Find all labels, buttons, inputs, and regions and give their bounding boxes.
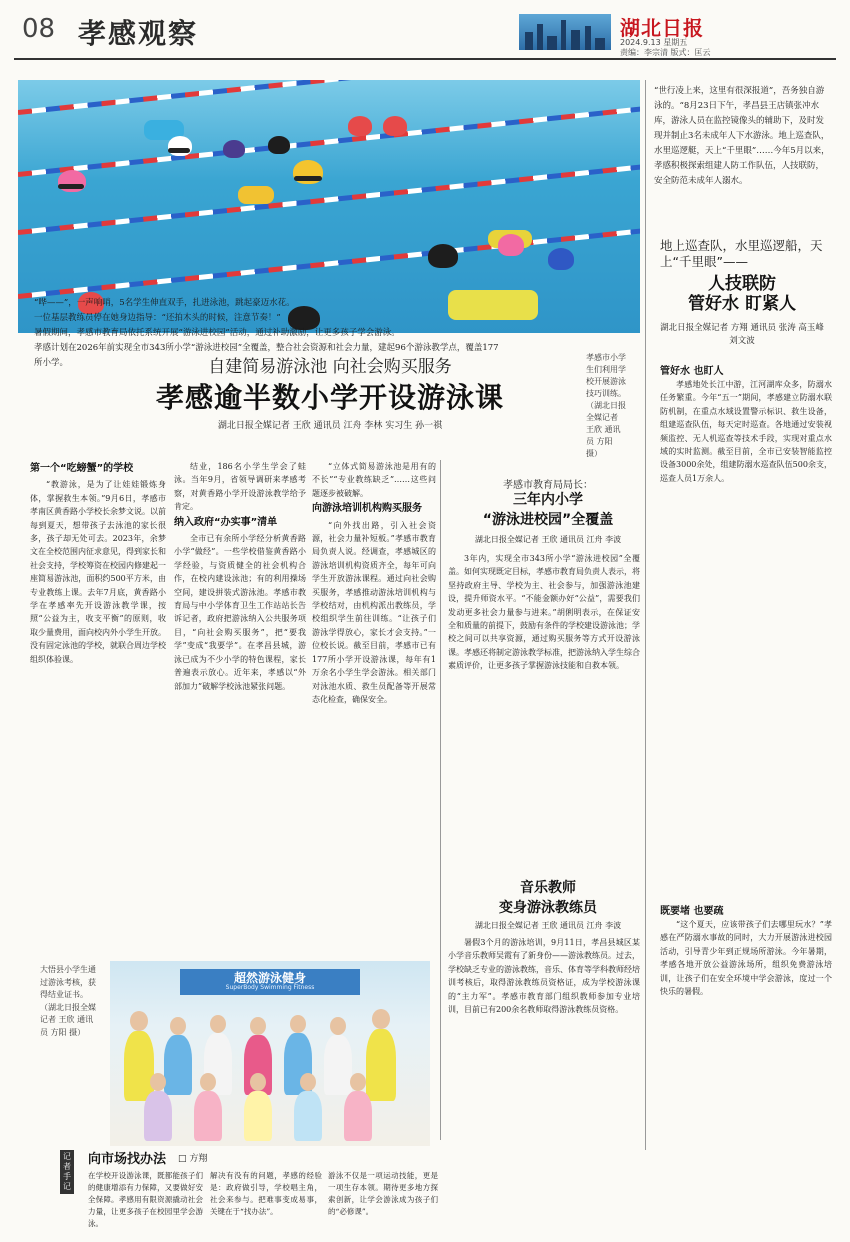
coach-headline-line: 变身游泳教练员 <box>499 900 597 916</box>
photo-text-line: “哗——”，一声响哨，5名学生伸直双手，扎进泳池，跳起豪迈水花。 <box>34 298 295 308</box>
coach-byline: 湖北日报全媒记者 王欣 通讯员 江舟 李波 <box>474 921 622 930</box>
right-byline: 湖北日报全媒记者 方翔 通讯员 张涛 高玉峰 刘文波 <box>660 323 824 346</box>
article-column-3 <box>312 460 436 960</box>
masthead <box>14 10 836 57</box>
essay-column-2 <box>210 1170 322 1238</box>
right-headline-line: 人技联防 <box>708 274 776 294</box>
article-column-2 <box>174 460 306 960</box>
body-paragraph: “向外找出路，引入社会资源，社会力量补短板。”孝感市教育局负责人说。经调查，孝感城区的游泳培训机构资质齐全，每年可向学生开放游泳课程。通过向社会购买服务，孝感推动游泳培训机构与学校结对，由机构派出教练员，学校组织学生前往训练。“让孩子们游泳学得放心，家长才会支持。”一位校长说。截至目前，孝感市已有177所小学开设游泳课，每年有1万余名小学生学会游泳。相关部门对泳池水质、救生员配备等开展常态化检查，确保安全。 <box>312 520 436 704</box>
masthead-rule <box>14 58 836 60</box>
essay-headline: 向市场找办法 <box>88 1152 167 1167</box>
subhead: 第一个“吃螃蟹”的学校 <box>30 463 134 474</box>
paper-logo: 湖北日报 <box>620 16 704 40</box>
column-rule <box>645 80 646 1150</box>
bureau-headline-line: 三年内小学 <box>513 492 583 508</box>
essay-column-1 <box>88 1170 203 1238</box>
essay-author-name: 方翔 <box>189 1154 208 1164</box>
photo-banner <box>180 969 360 995</box>
photo-text-line: 孝感计划在2026年前实现全市343所小学“游泳进校园”全覆盖，整合社会资源和社会力量，建起96个游泳教学点，覆盖177所小学。 <box>34 343 499 368</box>
photo-banner-subtitle: SuperBody Swimming Fitness <box>225 984 315 991</box>
right-kicker: 地上巡查队，水里巡逻船，天上“千里眼”—— <box>660 238 823 269</box>
subhead: 向游泳培训机构购买服务 <box>312 503 422 515</box>
issue-meta <box>620 38 711 58</box>
bureau-kicker: 孝感市教育局局长： <box>503 480 593 491</box>
subhead: 纳入政府“办实事”清单 <box>174 516 278 528</box>
main-byline: 湖北日报全媒记者 王欣 通讯员 江舟 李林 实习生 孙一祺 <box>217 421 443 431</box>
skyline-banner <box>519 14 611 50</box>
article-column-1 <box>30 460 166 960</box>
right-body-1 <box>660 378 832 898</box>
coach-headline <box>458 878 638 918</box>
column-mark: 记者手记 <box>60 1150 74 1194</box>
body-paragraph: “这个夏天，应该带孩子们去哪里玩水？”孝感在严防溺水事故的同时，大力开展游泳进校园活动，引导青少年到正规场所游泳。今年暑期，孝感各地开放公益游泳场所，组织免费游泳培训，让孩子们在安全环境中学会游泳，度过一个快乐的暑假。 <box>660 920 832 997</box>
photo-banner-title: 超然游泳健身 <box>233 971 306 985</box>
bureau-byline: 湖北日报全媒记者 王欣 通讯员 江舟 李波 <box>474 535 622 544</box>
body-paragraph: 在学校开设游泳课，既都能孩子们的健康增添有力保障，又要做好安全保障。孝感用有限资源撬动社会力量，让更多孩子在校园里学会游泳。 <box>88 1171 203 1228</box>
photo-text-line: 暑假期间，孝感市教育局依托系统开展“游泳进校园”活动，通过补助激励，让更多孩子学会游泳。 <box>34 328 400 338</box>
right-intro-text: “世行凌上来，这里有很深报道”，吾务独自游泳的。“8月23日下午，孝昌县王店镇张冲水库，游泳人员在监控镜像头的辅助下，及时发现并制止3名未成年人下水游泳。地上巡查队，水里巡逻艇，天上“千里眼”……今年5月以来，孝感积极探索组建人防工作队伍，人技联防，安全防范未成年人溺水。 <box>654 86 830 186</box>
right-subhead: 管好水 也盯人 <box>660 366 724 377</box>
right-body-2 <box>660 918 832 1236</box>
right-subhead: 既要堵 也要疏 <box>660 906 724 917</box>
coach-body <box>448 936 640 1236</box>
body-paragraph: 结业，186名小学生学会了蛙泳。当年9月，省领导调研来孝感考察，对黄香路小学开设游泳教学给予肯定。 <box>174 462 306 512</box>
photo-caption: 孝感市小学生们利用学校开展游泳技巧训练。（湖北日报全媒记者 王欣 通讯员 方阳 摄） <box>586 353 626 458</box>
body-paragraph: 全市已有余所小学经分析黄香路小学“做经”。一些学校借鉴黄香路小学经验，与资质健全的社会机构合作，在校内建设泳池；有的利用操场空间，建设拼装式游泳池。孝感市教育局与中小学体育卫生工作站站长告诉记者，政府把游泳纳入公共服务项目，“向社会购买服务”，把“要我学”变成“我要学”。在孝昌县城，游泳已成为不少小学的特色课程，家长普遍表示放心。近年来，孝感以“外部加力”破解学校泳池紧张问题。 <box>174 534 306 691</box>
right-headline <box>660 274 824 314</box>
main-headline: 孝感逾半数小学开设游泳课 <box>155 381 504 414</box>
column-rule <box>440 460 441 1140</box>
bureau-body <box>448 552 640 872</box>
right-headline-line: 管好水 盯紧人 <box>688 294 796 314</box>
body-paragraph: 3年内，实现全市343所小学“游泳进校园”全覆盖。如何实现既定目标，孝感市教育局负责人表示，将坚持政府主导、学校为主、社会参与，加强游泳池建设，提升师资水平。“不能金额办好“公益”，需要我们发动更多社会力量参与进来。”胡俐明表示，在保证安全和质量的前提下，鼓励有条件的学校建设游泳池；学校之间可以共享资源，通过购买服务等方式开设游泳课。孝感还将制定游泳教学标准，把游泳纳入学生综合素质评价，让更多孩子掌握游泳技能和自救本领。 <box>448 554 640 671</box>
body-paragraph: 游泳不仅是一项运动技能，更是一项生存本领。期待更多地方探索创新，让学会游泳成为孩子们的“必修课”。 <box>328 1171 438 1216</box>
page-number: 08 <box>22 14 56 44</box>
body-paragraph: 暑假3个月的游泳培训，9月11日，孝昌县城区某小学音乐教师吴霞有了新身份——游泳教练员。过去，学校缺乏专业的游泳教练，音乐、体育等学科教师经培训考核后，取得游泳教练员资格证，成为学校游泳课的“主力军”。孝感市教育部门组织教师参加专业培训，目前已有200余名教师取得游泳教练员资格。 <box>448 938 640 1015</box>
bureau-headline-line: “游泳进校园”全覆盖 <box>482 512 614 528</box>
body-paragraph: 孝感地处长江中游，江河湖库众多，防溺水任务繁重。今年“五一”期间，孝感建立防溺水联防机制，在重点水域设置警示标识、救生设备，组建巡查队伍，每天定时巡查。各地通过安装视频监控、无人机巡查等技术手段，实现对重点水域的实时监测。截至目前，全市已安装智能监控设备3000余处，组建防溺水巡查队伍500余支，巡查人员1万余人。 <box>660 380 832 483</box>
section-title: 孝感观察 <box>78 17 199 50</box>
body-paragraph: “教游泳，是为了让娃娃锻炼身体，掌握救生本领。”9月6日，孝感市孝南区黄香路小学校长余梦文说。以前每到夏天，想带孩子去泳池的家长很多，孩子却无处可去。2023年，余梦文在全校范围内征求意见，得到家长和社会支持，学校筹资在校园内修建起一座简易游泳池，面积约500平方米，由专业教练上课。去年7月底，黄香路小学在孝感率先开设游泳教学课，按照“公益为主，收支平衡”的原则，收取少量费用，面向校内外小学生开放。没有固定泳池的学校，就联合周边学校组织体验课。 <box>30 480 166 664</box>
headline-kicker: 自建简易游泳池 向社会购买服务 <box>208 357 452 377</box>
body-paragraph: “立体式简易游泳池是用有的不长”“专业教练缺乏”……这些问题逐步被破解。 <box>312 462 436 498</box>
issue-editors: 责编：李宗清 版式：匡云 <box>620 48 711 57</box>
photo-text-line: 一位基层教练员停在她身边指导：“还拍木头的时候，注意节奏！” <box>34 313 281 323</box>
group-photo-caption: 大悟县小学生通过游泳考核，获得结业证书。（湖北日报全媒记者 王欣 通讯员 方阳 摄） <box>40 965 96 1037</box>
coach-headline-line: 音乐教师 <box>520 880 576 896</box>
essay-column-3 <box>328 1170 438 1238</box>
body-paragraph: 解决有没有的问题，孝感的经验是：政府做引导，学校唱主角，社会来参与。把难事变成易事，关键在于“找办法”。 <box>210 1171 322 1216</box>
group-photo <box>110 961 430 1146</box>
issue-date: 2024.9.13 星期五 <box>620 38 688 47</box>
essay-author: □ 方翔 <box>178 1154 208 1164</box>
bureau-headline <box>448 490 648 530</box>
